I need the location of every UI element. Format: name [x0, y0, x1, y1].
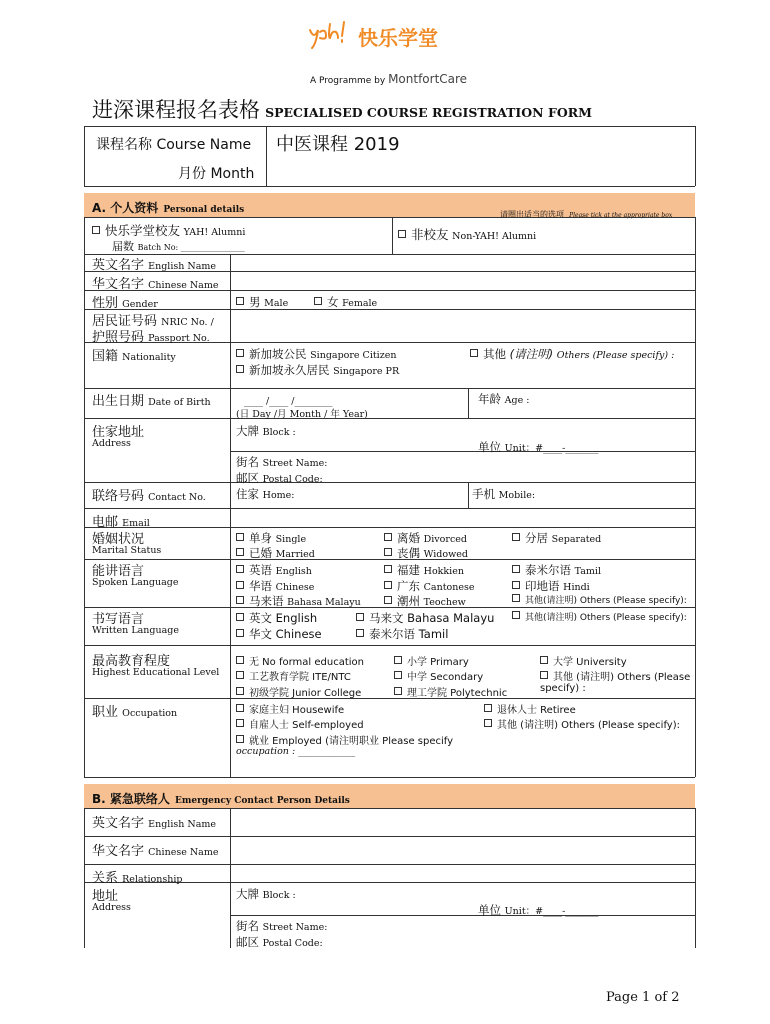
emergency-address-label: 地址 [92, 889, 119, 904]
checkbox-icon [384, 581, 392, 589]
spoken-cantonese-checkbox[interactable]: 广东 Cantonese [384, 578, 474, 594]
occupation-label: 职业 Occupation [92, 705, 178, 720]
course-name-label: 课程名称 Course Name [96, 137, 252, 153]
dob-format: (日 Day /月 Month / 年 Year) [236, 409, 368, 420]
occ-retiree-checkbox[interactable]: 退休人士 Retiree [484, 701, 576, 716]
emergency-postal-field[interactable]: 邮区 Postal Code: [236, 935, 323, 949]
single-checkbox[interactable]: 单身 Single [236, 530, 306, 546]
spoken-others-checkbox[interactable]: 其他(请注明) Others (Please specify): [512, 593, 687, 606]
section-a-title: A. 个人资料 [92, 201, 159, 215]
checkbox-icon [384, 596, 392, 604]
checkbox-icon [236, 613, 244, 621]
checkbox-icon [236, 581, 244, 589]
edu-poly-checkbox[interactable]: 理工学院 Polytechnic [394, 684, 507, 699]
emergency-chinese-name-label: 华文名字 Chinese Name [92, 844, 219, 859]
checkbox-icon [236, 548, 244, 556]
checkbox-icon [484, 704, 492, 712]
passport-label: 护照号码 Passport No. [92, 330, 210, 345]
month-label: 月份 Month [178, 166, 255, 182]
emergency-block-field[interactable]: 大牌 Block : [236, 887, 296, 901]
checkbox-icon [512, 533, 520, 541]
street-field[interactable]: 街名 Street Name: [236, 455, 328, 469]
checkbox-icon [236, 735, 244, 743]
address-label: 住家地址 [92, 425, 145, 440]
checkbox-icon [484, 719, 492, 727]
unit-field[interactable]: 单位 Unit：#____-_______ [478, 440, 599, 454]
checkbox-icon [92, 226, 100, 234]
logo [308, 16, 468, 86]
widowed-checkbox[interactable]: 丧偶 Widowed [384, 545, 468, 561]
occ-others-checkbox[interactable]: 其他 (请注明) Others (Please specify): [484, 716, 680, 731]
alumni-checkbox[interactable]: 快乐学堂校友 YAH! Alumni [92, 221, 245, 239]
edu-university-checkbox[interactable]: 大学 University [540, 653, 627, 668]
education-label: 最高教育程度 [92, 654, 171, 669]
edu-primary-checkbox[interactable]: 小学 Primary [394, 653, 469, 668]
emergency-street-field[interactable]: 街名 Street Name: [236, 919, 328, 933]
english-name-label: 英文名字 English Name [92, 258, 216, 273]
checkbox-icon [236, 629, 244, 637]
edu-jc-checkbox[interactable]: 初级学院 Junior College [236, 684, 361, 699]
spoken-language-label: 能讲语言 [92, 564, 145, 579]
spoken-chinese-checkbox[interactable]: 华语 Chinese [236, 578, 314, 594]
logo-brand-text: 快乐学堂 [358, 26, 438, 50]
dob-label: 出生日期 Date of Birth [92, 394, 211, 409]
emergency-english-name-label: 英文名字 English Name [92, 816, 216, 831]
checkbox-icon [236, 704, 244, 712]
sg-pr-checkbox[interactable]: 新加坡永久居民 Singapore PR [236, 362, 399, 378]
checkbox-icon [236, 565, 244, 573]
dob-field[interactable]: ____ /____ /________ [244, 396, 333, 407]
gender-male-checkbox[interactable]: 男 Male [236, 294, 288, 310]
checkbox-icon [356, 613, 364, 621]
page-title: 进深课程报名表格 SPECIALISED COURSE REGISTRATION FORM [92, 98, 592, 122]
checkbox-icon [236, 533, 244, 541]
yah-logo-icon [308, 20, 356, 50]
written-tamil-checkbox[interactable]: 泰米尔语 Tamil [356, 626, 448, 642]
spoken-tamil-checkbox[interactable]: 泰米尔语 Tamil [512, 562, 601, 578]
written-chinese-checkbox[interactable]: 华文 Chinese [236, 626, 322, 642]
edu-ite-checkbox[interactable]: 工艺教育学院 ITE/NTC [236, 668, 351, 683]
checkbox-icon [236, 349, 244, 357]
marital-label: 婚姻状况 [92, 532, 145, 547]
email-label: 电邮 Email [92, 515, 150, 530]
spoken-malay-checkbox[interactable]: 马来语 Bahasa Malayu [236, 593, 361, 609]
edu-none-checkbox[interactable]: 无 No formal education [236, 653, 364, 668]
checkbox-icon [512, 565, 520, 573]
checkbox-icon [470, 349, 478, 357]
occ-employed-checkbox[interactable]: 就业 Employed (请注明职业 Please specify [236, 732, 453, 747]
written-language-label: 书写语言 [92, 612, 145, 627]
checkbox-icon [236, 671, 244, 679]
mobile-field[interactable]: 手机 Mobile: [472, 487, 536, 501]
nationality-others-checkbox[interactable]: 其他 (请注明) Others (Please specify) : [470, 346, 674, 362]
checkbox-icon [384, 533, 392, 541]
edu-others-checkbox[interactable]: 其他 (请注明) Others (Please [540, 668, 690, 683]
divorced-checkbox[interactable]: 离婚 Divorced [384, 530, 467, 546]
age-field[interactable]: 年龄 Age : [478, 392, 530, 406]
gender-female-checkbox[interactable]: 女 Female [314, 294, 377, 310]
checkbox-icon [540, 671, 548, 679]
written-others-checkbox[interactable]: 其他(请注明) Others (Please specify): [512, 610, 687, 623]
checkbox-icon [394, 671, 402, 679]
logo-tagline: A Programme by MontfortCare [310, 72, 468, 86]
gender-label: 性别 Gender [92, 296, 158, 311]
section-a-note: 请圈出适当的选项 Please tick at the appropriate box [500, 210, 673, 219]
occ-housewife-checkbox[interactable]: 家庭主妇 Housewife [236, 701, 344, 716]
checkbox-icon [236, 656, 244, 664]
non-alumni-checkbox[interactable]: 非校友 Non-YAH! Alumni [398, 225, 536, 243]
checkbox-icon [236, 687, 244, 695]
course-name-value: 中医课程 2019 [276, 134, 400, 155]
checkbox-icon [236, 297, 244, 305]
chinese-name-label: 华文名字 Chinese Name [92, 277, 219, 292]
spoken-english-checkbox[interactable]: 英语 English [236, 562, 312, 578]
home-phone-field[interactable]: 住家 Home: [236, 487, 295, 501]
batch-no-field[interactable]: 届数 Batch No: ________________ [112, 240, 245, 253]
checkbox-icon [236, 596, 244, 604]
checkbox-icon [394, 656, 402, 664]
edu-secondary-checkbox[interactable]: 中学 Secondary [394, 668, 483, 683]
checkbox-icon [384, 548, 392, 556]
sg-citizen-checkbox[interactable]: 新加坡公民 Singapore Citizen [236, 346, 396, 362]
written-malay-checkbox[interactable]: 马来文 Bahasa Malayu [356, 610, 494, 626]
page-number: Page 1 of 2 [606, 990, 680, 1005]
postal-field[interactable]: 邮区 Postal Code: [236, 471, 323, 485]
written-english-checkbox[interactable]: 英文 English [236, 610, 317, 626]
checkbox-icon [236, 365, 244, 373]
checkbox-icon [314, 297, 322, 305]
checkbox-icon [394, 687, 402, 695]
separated-checkbox[interactable]: 分居 Separated [512, 530, 601, 546]
occupation-field[interactable]: occupation : ____________ [236, 746, 356, 757]
nationality-label: 国籍 Nationality [92, 349, 176, 364]
spoken-hindi-checkbox[interactable]: 印地语 Hindi [512, 578, 590, 594]
spoken-teochew-checkbox[interactable]: 潮州 Teochew [384, 593, 466, 609]
checkbox-icon [540, 656, 548, 664]
nric-label: 居民证号码 NRIC No. / [92, 314, 214, 329]
emergency-unit-field[interactable]: 单位 Unit：#____-_______ [478, 903, 599, 917]
checkbox-icon [512, 581, 520, 589]
checkbox-icon [512, 611, 520, 619]
checkbox-icon [398, 230, 406, 238]
emergency-relationship-label: 关系 Relationship [92, 871, 183, 886]
occ-self-employed-checkbox[interactable]: 自雇人士 Self-employed [236, 716, 364, 731]
spoken-hokkien-checkbox[interactable]: 福建 Hokkien [384, 562, 464, 578]
checkbox-icon [236, 719, 244, 727]
married-checkbox[interactable]: 已婚 Married [236, 545, 315, 561]
checkbox-icon [512, 594, 520, 602]
checkbox-icon [356, 629, 364, 637]
checkbox-icon [384, 565, 392, 573]
contact-label: 联络号码 Contact No. [92, 489, 206, 504]
block-field[interactable]: 大牌 Block : [236, 424, 296, 438]
section-b-title: B. 紧急联络人 [92, 792, 170, 806]
